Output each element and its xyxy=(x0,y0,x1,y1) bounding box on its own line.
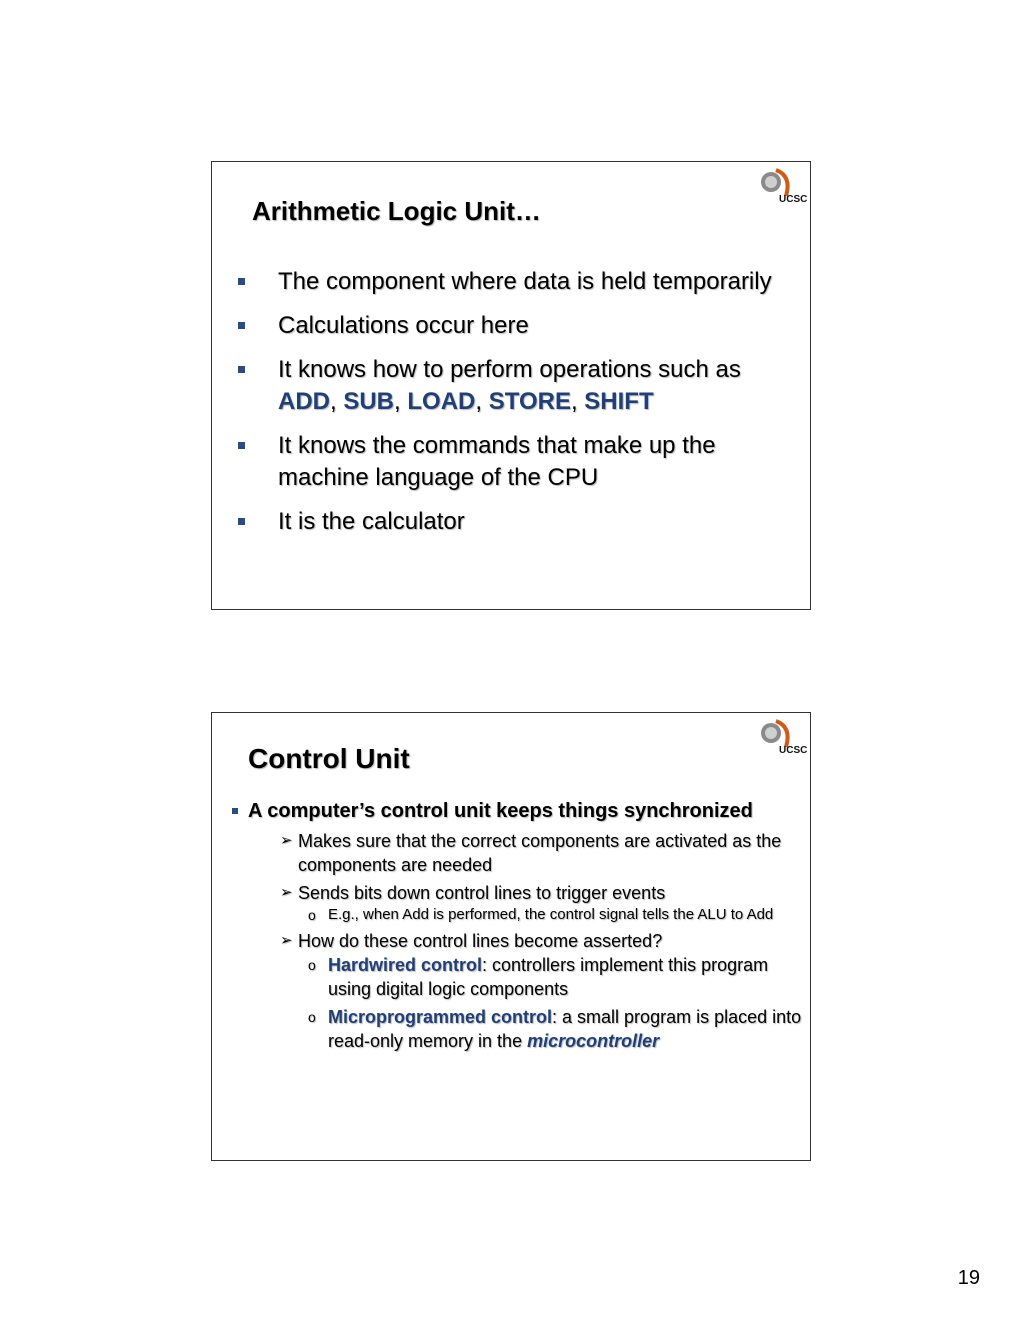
sub-list-item xyxy=(248,829,805,877)
ucsc-logo-text: UCSC xyxy=(779,194,808,205)
list-item xyxy=(238,354,804,418)
page-number: 19 xyxy=(957,1267,980,1289)
bullet-text: It is the calculator xyxy=(278,508,465,535)
slide-title: Control Unit xyxy=(248,743,410,774)
ucsc-logo-text: UCSC xyxy=(779,745,808,756)
list-item xyxy=(238,266,804,298)
square-bullet-icon xyxy=(238,518,245,525)
sub-bullet-list xyxy=(248,829,805,1053)
bullet-text: Calculations occur here xyxy=(278,312,529,339)
list-item xyxy=(230,797,805,1053)
bullet-text: It knows how to perform operations such as xyxy=(278,356,741,383)
bullet-text: The component where data is held temporarily xyxy=(278,268,772,295)
circle-bullet-icon: o xyxy=(308,1009,316,1025)
arrow-bullet-icon: ➢ xyxy=(280,832,293,849)
ucsc-logo xyxy=(756,166,808,210)
bullet-text: Sends bits down control lines to trigger events xyxy=(298,883,666,903)
list-item xyxy=(238,310,804,342)
separator: , xyxy=(475,388,489,415)
separator: , xyxy=(570,388,585,415)
square-bullet-icon xyxy=(232,808,238,814)
slide-title: Arithmetic Logic Unit… xyxy=(252,196,541,226)
sub-sub-bullet-list xyxy=(298,905,805,925)
square-bullet-icon xyxy=(238,366,245,373)
op-shift: SHIFT xyxy=(584,388,654,415)
list-item xyxy=(238,506,804,538)
bullet-text: Makes sure that the correct components are activated as the components are needed xyxy=(298,831,782,875)
sub-sub-list-item xyxy=(298,905,805,925)
bullet-text: How do these control lines become asserted? xyxy=(298,931,663,951)
bullet-text: E.g., when Add is performed, the control signal tells the ALU to Add xyxy=(328,906,774,923)
op-store: STORE xyxy=(488,388,571,415)
square-bullet-icon xyxy=(238,442,245,449)
sub-list-item xyxy=(248,929,805,1053)
sub-sub-bullet-list xyxy=(298,953,805,1053)
bullet-text: : a small program is placed into read-only memory in the xyxy=(328,1007,802,1051)
bullet-list xyxy=(238,266,804,550)
op-load: LOAD xyxy=(407,388,476,415)
hardwired-control-term: Hardwired control xyxy=(328,955,483,975)
microcontroller-term: microcontroller xyxy=(527,1031,660,1051)
circle-bullet-icon: o xyxy=(308,957,316,973)
circle-bullet-icon: o xyxy=(308,907,316,923)
arrow-bullet-icon: ➢ xyxy=(280,884,293,901)
slide-alu xyxy=(211,161,811,610)
op-sub: SUB xyxy=(343,388,395,415)
list-item xyxy=(238,430,804,494)
square-bullet-icon xyxy=(238,278,245,285)
arrow-bullet-icon: ➢ xyxy=(280,932,293,949)
bullet-list xyxy=(230,797,805,1057)
bullet-text: : controllers implement this program using digital logic components xyxy=(328,955,769,999)
sub-sub-list-item xyxy=(298,953,805,1001)
microprogrammed-control-term: Microprogrammed control xyxy=(328,1007,553,1027)
separator: , xyxy=(330,388,344,415)
op-add: ADD xyxy=(278,388,330,415)
ucsc-logo xyxy=(756,717,808,761)
sub-sub-list-item xyxy=(298,1005,805,1053)
slide-control-unit xyxy=(211,712,811,1161)
sub-list-item xyxy=(248,881,805,925)
bullet-text: It knows the commands that make up the machine language of the CPU xyxy=(278,432,716,491)
square-bullet-icon xyxy=(238,322,245,329)
separator: , xyxy=(394,388,408,415)
bullet-text: A computer’s control unit keeps things synchronized xyxy=(248,800,753,822)
